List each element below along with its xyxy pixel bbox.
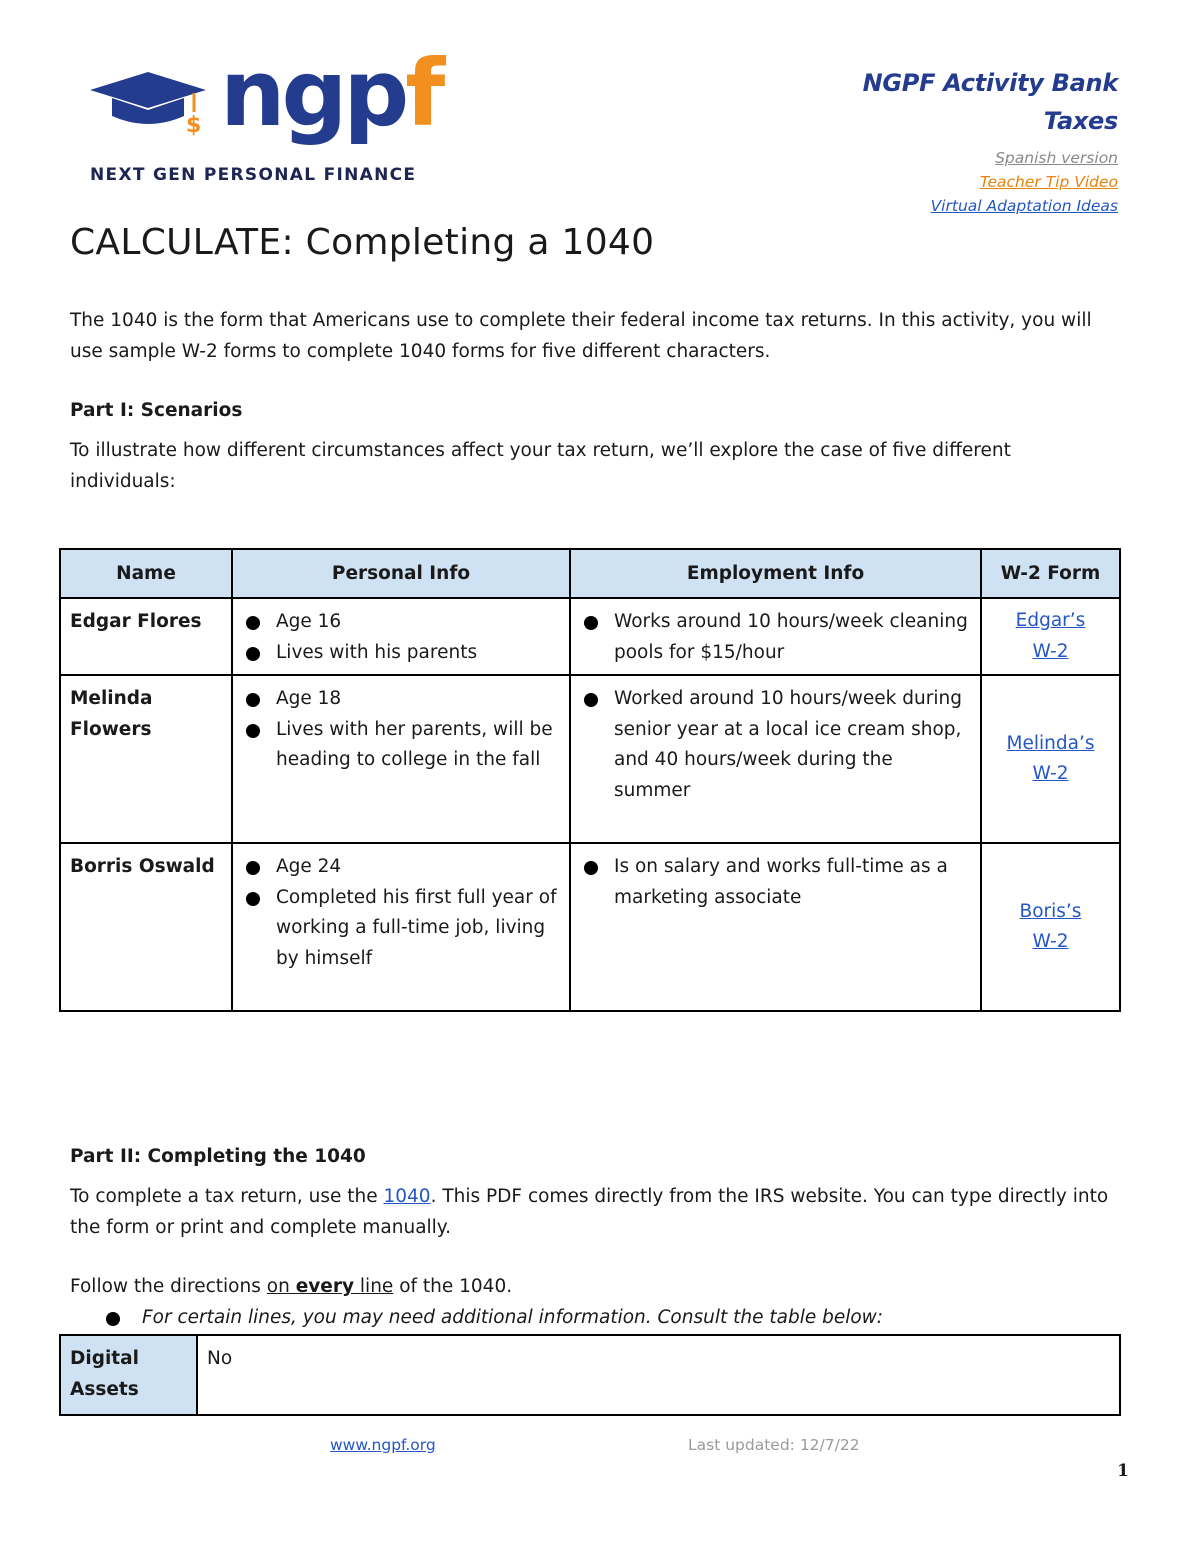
page-title: CALCULATE: Completing a 1040 [70,222,655,263]
list-item: Completed his first full year of working a full-time job, living by himself [276,883,561,975]
part1-text: To illustrate how different circumstances affect your tax return, we’ll explore the case of five different individuals: [70,440,1011,492]
list-item: Worked around 10 hours/week during senior year at a local ice cream shop, and 40 hours/week during the summer [614,684,972,806]
personal-info-cell [232,675,570,843]
header-name: Name [60,549,232,598]
scenario-table [59,548,1121,1012]
employment-info-cell [570,675,981,843]
list-item: Works around 10 hours/week cleaning pools for $15/hour [614,607,972,668]
list-item: Age 24 [276,852,561,883]
part2-heading: Part II: Completing the 1040 [70,1146,366,1167]
header-w2-form: W-2 Form [981,549,1120,598]
list-item: Lives with her parents, will be heading to college in the fall [276,715,561,776]
digital-assets-label: Digital Assets [60,1335,197,1415]
activity-bank-block [863,64,1118,218]
form-1040-link[interactable]: 1040 [383,1186,431,1207]
svg-text:$: $ [186,113,202,136]
intro-paragraph: The 1040 is the form that Americans use to complete their federal income tax returns. In this activity, you will use sample W-2 forms to complete 1040 forms for five different characters. [70,310,1092,362]
teacher-tip-video-link[interactable]: Teacher Tip Video [979,173,1118,191]
table-row [60,598,1120,675]
list-item: Age 16 [276,607,561,638]
personal-info-cell [232,843,570,1011]
header-employment-info: Employment Info [570,549,981,598]
table-header-row [60,549,1120,598]
ngpf-website-link[interactable]: www.ngpf.org [330,1436,436,1454]
name-cell: Edgar Flores [60,598,232,675]
table-row [60,675,1120,843]
list-item: Lives with his parents [276,638,561,669]
footer-url[interactable] [330,1436,436,1454]
follow-directions-text: Follow the directions on every line of the 1040. [70,1276,513,1297]
logo-wordmark: ngpf [220,40,442,147]
page-number: 1 [1117,1461,1129,1481]
digital-assets-table [59,1334,1121,1416]
w2-cell [981,843,1120,1011]
name-cell: Borris Oswald [60,843,232,1011]
table-row [60,843,1120,1011]
bank-topic: Taxes [1043,107,1118,135]
part1-heading: Part I: Scenarios [70,400,243,421]
edgar-w2-link[interactable]: Edgar’s W-2 [1015,610,1086,662]
table-row [60,1335,1120,1415]
w2-cell [981,675,1120,843]
personal-info-cell [232,598,570,675]
melinda-w2-link[interactable]: Melinda’s W-2 [1006,732,1095,784]
employment-info-cell [570,843,981,1011]
logo-tagline: NEXT GEN PERSONAL FINANCE [90,165,417,185]
w2-cell [981,598,1120,675]
name-cell: Melinda Flowers [60,675,232,843]
footer-last-updated: Last updated: 12/7/22 [688,1436,860,1454]
digital-assets-value: No [197,1335,1120,1415]
employment-info-cell [570,598,981,675]
list-item: Age 18 [276,684,561,715]
part2-text: To complete a tax return, use the 1040. This PDF comes directly from the IRS website. You can type directly into the form or print and complete manually. [70,1186,1109,1238]
boris-w2-link[interactable]: Boris’s W-2 [1019,900,1082,952]
bank-title: NGPF Activity Bank [862,69,1118,97]
ngpf-logo[interactable] [88,40,442,191]
virtual-adaptation-link[interactable]: Virtual Adaptation Ideas [930,197,1118,215]
header-personal-info: Personal Info [232,549,570,598]
additional-info-note: For certain lines, you may need additional information. Consult the table below: [108,1303,883,1333]
list-item: Is on salary and works full-time as a marketing associate [614,852,972,913]
graduation-cap-icon [88,66,218,136]
spanish-version-link[interactable]: Spanish version [995,149,1118,167]
